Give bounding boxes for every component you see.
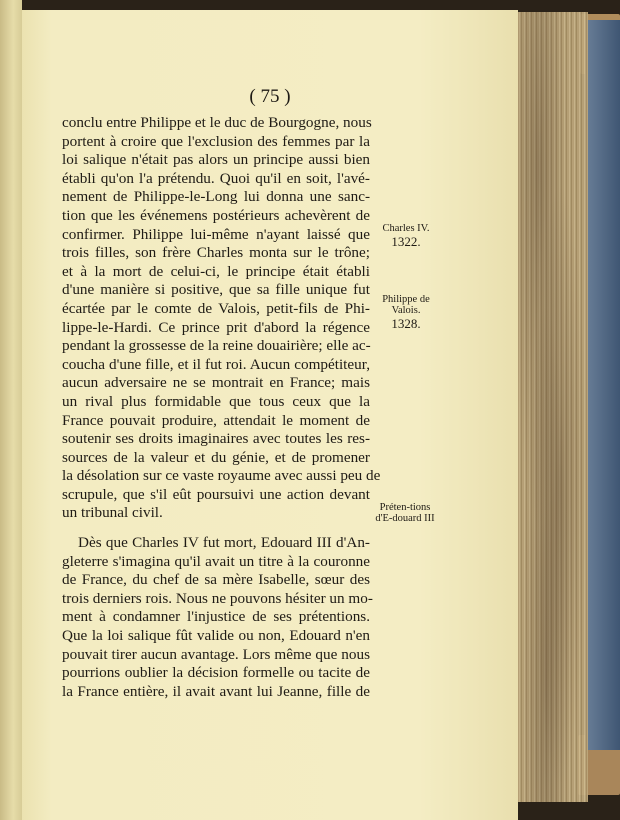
text-line: trois filles, son frère Charles monta sur le trône;	[62, 244, 370, 262]
text-line: de France, du chef de sa mère Isabelle, sœur des	[62, 571, 370, 589]
text-line: lippe-le-Hardi. Ce prince prit d'abord la régence	[62, 318, 370, 336]
margin-note-label: Philippe de Valois.	[382, 294, 430, 316]
text-line: soutenir ses droits imaginaires avec toutes les res-	[62, 430, 370, 448]
text-line: sources de la valeur et du génie, et de promener	[62, 448, 370, 466]
text-line: trois derniers rois. Nous ne pouvons hésiter un mo-	[62, 589, 373, 607]
text-line: écartée par le comte de Valois, petit-fils de Phi-	[62, 299, 370, 317]
margin-note-date: 1328.	[391, 316, 421, 331]
book-page	[22, 10, 518, 820]
margin-note-pretentions	[374, 502, 436, 524]
text-line: Dès que Charles IV fut mort, Edouard III d'An-	[78, 534, 370, 552]
text-line: confirmer. Philippe lui-même n'ayant laissé que	[62, 225, 370, 243]
book-cover	[585, 20, 620, 750]
margin-note-philippe-de-valois	[372, 294, 440, 329]
page-number: ( 75 )	[249, 86, 291, 107]
text-line: d'une manière si positive, que sa fille unique fut	[62, 281, 370, 299]
text-line: un tribunal civil.	[62, 504, 163, 522]
text-line: aucun adversaire ne se montrait en France; mais	[62, 374, 370, 392]
margin-note-charles-iv	[374, 223, 438, 247]
text-line: coucha d'une fille, et il fut roi. Aucun compétiteur,	[62, 355, 370, 373]
text-line: loi salique n'était pas alors un principe aussi bien	[62, 151, 370, 169]
text-line: pendant la grossesse de la reine douairière; elle ac-	[62, 337, 371, 355]
margin-note-label: Préten-tions d'E-douard III	[375, 502, 435, 524]
text-line: gleterre s'imagina qu'il avait un titre à la couronne	[62, 552, 370, 570]
paragraph-2	[62, 534, 373, 701]
body-text	[62, 114, 381, 701]
text-line: établi qu'on l'a prétendu. Quoi qu'il en soit, l'avé-	[62, 169, 370, 187]
paragraph-gap	[62, 523, 370, 534]
text-line: la France entière, il avait avant lui Jeanne, fille de	[62, 682, 370, 700]
text-line: scrupule, que s'il eût poursuivi une action devant	[62, 485, 370, 503]
text-line: pouvait tirer aucun avantage. Lors même que nous	[62, 645, 370, 663]
text-line: France pouvait produire, attendait le moment de	[62, 411, 370, 429]
paragraph-1	[62, 114, 381, 523]
margin-note-label: Charles IV.	[382, 223, 430, 234]
page-edges	[518, 12, 588, 802]
text-line: ment à condamner l'injustice de ses prétentions.	[62, 608, 370, 626]
text-line: la désolation sur ce vaste royaume avec aussi peu de	[62, 467, 381, 485]
text-line: pourrions oublier la décision formelle ou tacite de	[62, 664, 370, 682]
text-line: et à la mort de celui-ci, le principe était établi	[62, 262, 370, 280]
margin-note-date: 1322.	[391, 234, 421, 249]
text-line: Que la loi salique fût valide ou non, Edouard n'en	[62, 627, 370, 645]
text-line: tion que les événemens postérieurs achevèrent de	[62, 206, 370, 224]
text-line: portent à croire que l'exclusion des femmes par la	[62, 132, 370, 150]
left-page-edge	[0, 0, 22, 820]
text-line: un rival plus formidable que tous ceux que la	[62, 392, 370, 410]
text-line: conclu entre Philippe et le duc de Bourgogne, nous	[62, 114, 372, 131]
text-line: nement de Philippe-le-Long lui donna une sanc-	[62, 188, 370, 206]
